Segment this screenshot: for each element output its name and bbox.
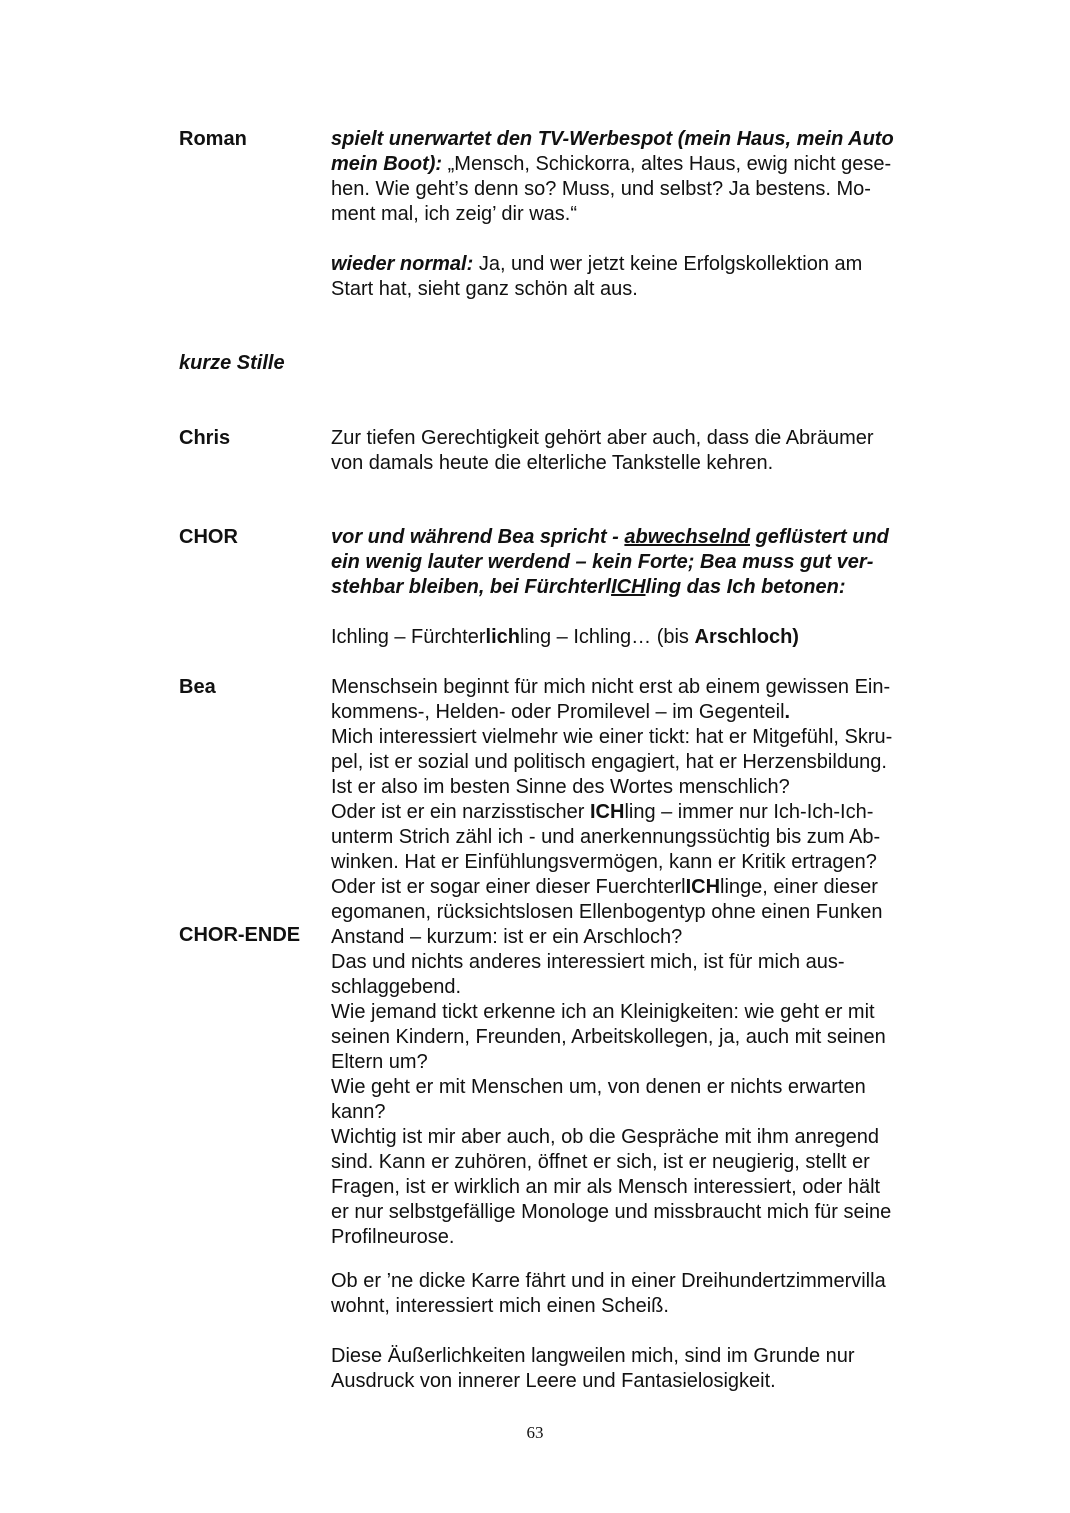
bea-lines-3 — [331, 1344, 951, 1394]
dialogue-text: er nur selbstgefällige Monologe und missbraucht mich für seine — [331, 1201, 892, 1223]
bea-lines-2 — [331, 1269, 951, 1319]
stage-direction-pause: kurze Stille — [179, 352, 285, 374]
chor-chant — [331, 625, 951, 650]
page-number: 63 — [526, 1423, 544, 1442]
stage-direction-underlined: abwechselnd — [624, 526, 750, 548]
dialogue-text: winken. Hat er Einfühlungsvermögen, kann er Kritik ertragen? — [331, 851, 877, 873]
stage-direction: stehbar bleiben, bei Fürchterl — [331, 576, 612, 598]
dialogue-text-bold: ICH — [685, 876, 721, 898]
roman-lines-2 — [331, 252, 951, 302]
chant-text: Ichling – Fürchter — [331, 626, 486, 648]
stage-direction: mein Boot): — [331, 153, 443, 175]
dialogue-text: Ist er also im besten Sinne des Wortes menschlich? — [331, 776, 790, 798]
dialogue-text: Menschsein beginnt für mich nicht erst ab einem gewissen Ein- — [331, 676, 891, 698]
dialogue-text: Oder ist er ein narzisstischer — [331, 801, 590, 823]
dialogue-text: pel, ist er sozial und politisch engagiert, hat er Herzensbildung. — [331, 751, 887, 773]
dialogue-text: Ob er ’ne dicke Karre fährt und in einer Dreihundertzimmervilla — [331, 1270, 886, 1292]
stage-direction-underlined: ICH — [611, 576, 646, 598]
dialogue-text: Diese Äußerlichkeiten langweilen mich, sind im Grunde nur — [331, 1345, 855, 1367]
speaker-chris: Chris — [179, 427, 231, 449]
dialogue-text: ling – immer nur Ich-Ich-Ich- — [624, 801, 874, 823]
dialogue-text: hen. Wie geht’s denn so? Muss, und selbst? Ja bestens. Mo- — [331, 178, 871, 200]
dialogue-text: sind. Kann er zuhören, öffnet er sich, ist er neugierig, stellt er — [331, 1151, 870, 1173]
dialogue-text: Ja, und wer jetzt keine Erfolgskollektion am — [473, 253, 863, 275]
dialogue-text: linge, einer dieser — [720, 876, 878, 898]
stage-direction: wieder normal: — [331, 253, 474, 275]
chant-text-bold: Arschloch) — [694, 626, 799, 648]
chris-lines — [331, 426, 951, 476]
dialogue-text: Wie geht er mit Menschen um, von denen er nichts erwarten — [331, 1076, 866, 1098]
dialogue-text: kann? — [331, 1101, 386, 1123]
chant-text-bold: lich — [485, 626, 520, 648]
speaker-chor: CHOR — [179, 526, 238, 548]
speaker-bea: Bea — [179, 676, 216, 698]
dialogue-text-bold: ICH — [589, 801, 625, 823]
bea-lines — [331, 675, 951, 1250]
stage-direction: geflüstert und — [750, 526, 889, 548]
dialogue-text: Wichtig ist mir aber auch, ob die Gespräche mit ihm anregend — [331, 1126, 880, 1148]
dialogue-text: ment mal, ich zeig’ dir was.“ — [331, 203, 577, 225]
dialogue-text: seinen Kindern, Freunden, Arbeitskollegen, ja, auch mit seinen — [331, 1026, 886, 1048]
chor-directions — [331, 525, 951, 600]
roman-lines — [331, 127, 951, 227]
dialogue-text: Ausdruck von innerer Leere und Fantasielosigkeit. — [331, 1370, 776, 1392]
stage-direction: ein wenig lauter werdend – kein Forte; Bea muss gut ver- — [331, 551, 874, 573]
dialogue-text: Profilneurose. — [331, 1226, 455, 1248]
dialogue-text: egomanen, rücksichtslosen Ellenbogentyp ohne einen Funken — [331, 901, 883, 923]
dialogue-text: Start hat, sieht ganz schön alt aus. — [331, 278, 638, 300]
chant-text: ling – Ichling… (bis — [519, 626, 695, 648]
dialogue-text: Anstand – kurzum: ist er ein Arschloch? — [331, 926, 683, 948]
stage-direction: spielt unerwartet den TV-Werbespot (mein Haus, mein Auto — [331, 128, 894, 150]
dialogue-text: „Mensch, Schickorra, altes Haus, ewig nicht gese- — [442, 153, 892, 175]
dialogue-text: wohnt, interessiert mich einen Scheiß. — [331, 1295, 669, 1317]
dialogue-text: Wie jemand tickt erkenne ich an Kleinigkeiten: wie geht er mit — [331, 1001, 875, 1023]
dialogue-text: Oder ist er sogar einer dieser Fuerchterl — [331, 876, 686, 898]
dialogue-text-bold: . — [784, 701, 791, 723]
dialogue-text: Fragen, ist er wirklich an mir als Mensch interessiert, oder hält — [331, 1176, 881, 1198]
speaker-chor-ende: CHOR-ENDE — [179, 924, 301, 946]
dialogue-text: kommens-, Helden- oder Promilevel – im Gegenteil — [331, 701, 785, 723]
speaker-roman: Roman — [179, 128, 247, 150]
dialogue-text: Eltern um? — [331, 1051, 428, 1073]
dialogue-text: Zur tiefen Gerechtigkeit gehört aber auch, dass die Abräumer — [331, 427, 874, 449]
dialogue-text: Mich interessiert vielmehr wie einer tickt: hat er Mitgefühl, Skru- — [331, 726, 893, 748]
dialogue-text: von damals heute die elterliche Tankstelle kehren. — [331, 452, 774, 474]
dialogue-text: Das und nichts anderes interessiert mich, ist für mich aus- — [331, 951, 845, 973]
stage-direction: ling das Ich betonen: — [645, 576, 846, 598]
dialogue-text: schlaggebend. — [331, 976, 462, 998]
stage-direction: vor und während Bea spricht - — [331, 526, 625, 548]
dialogue-text: unterm Strich zähl ich - und anerkennungssüchtig bis zum Ab- — [331, 826, 881, 848]
